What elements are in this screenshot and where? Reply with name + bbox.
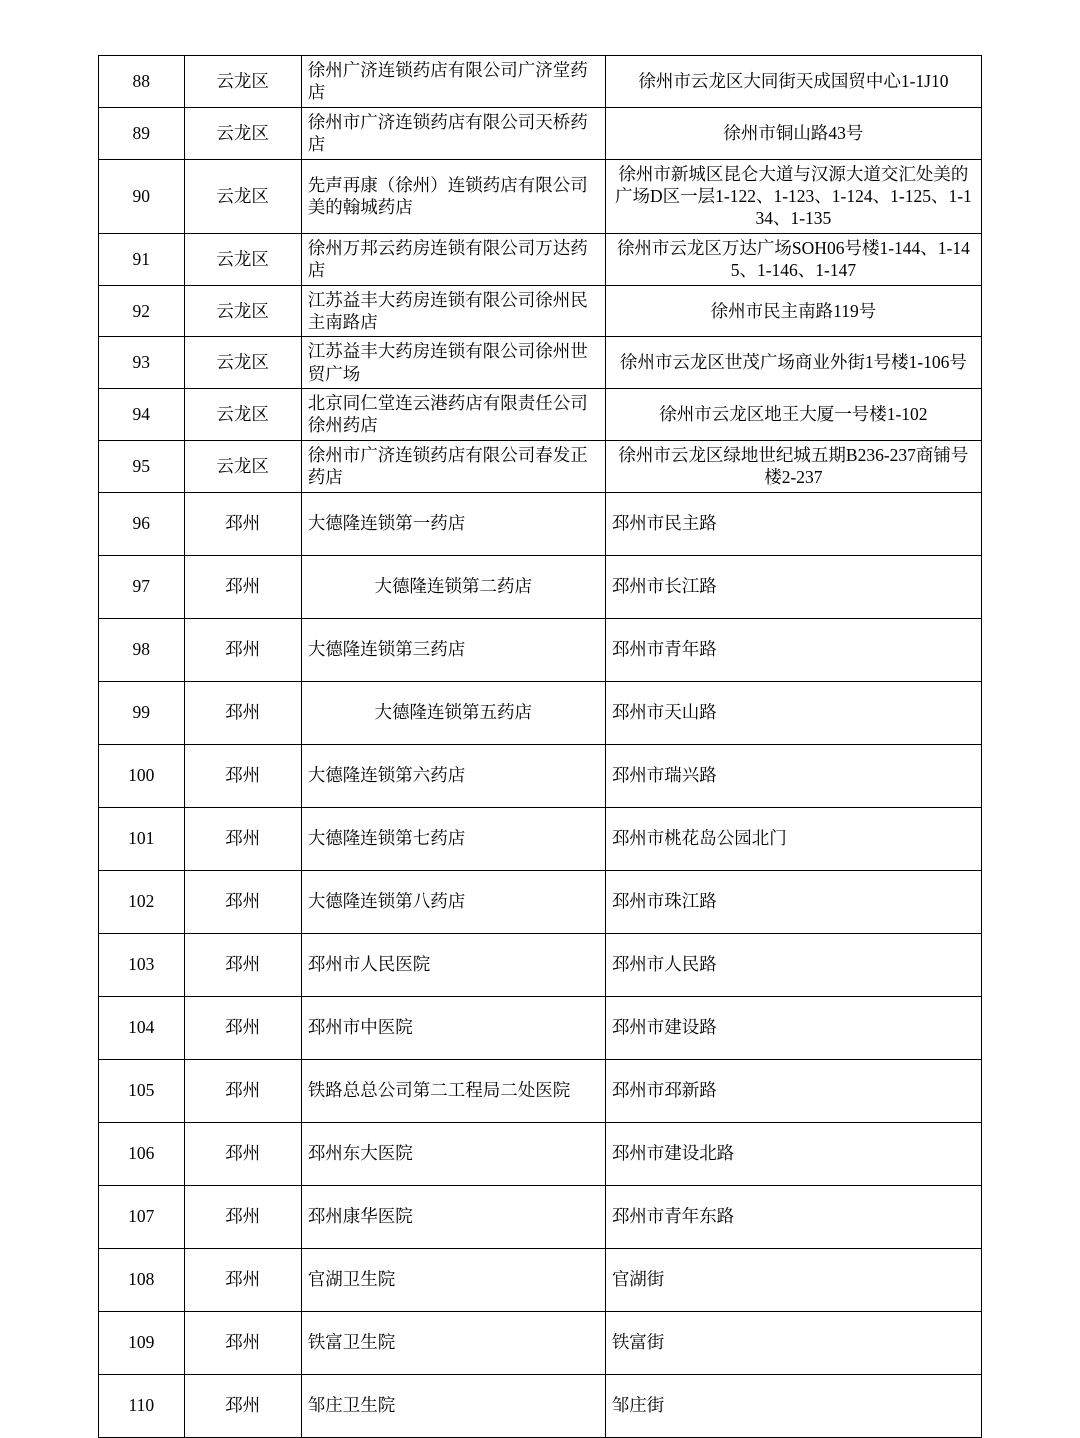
cell-address: 邳州市邳新路 [605, 1059, 981, 1122]
cell-institution-name: 大德隆连锁第八药店 [301, 870, 605, 933]
cell-index: 92 [99, 285, 185, 337]
cell-institution-name: 江苏益丰大药房连锁有限公司徐州世贸广场 [301, 337, 605, 389]
cell-district: 邳州 [184, 1185, 301, 1248]
cell-institution-name: 铁路总总公司第二工程局二处医院 [301, 1059, 605, 1122]
cell-district: 邳州 [184, 807, 301, 870]
table-row [99, 681, 982, 744]
cell-address: 邳州市长江路 [605, 555, 981, 618]
cell-address: 邳州市建设路 [605, 996, 981, 1059]
table-row [99, 1122, 982, 1185]
table-row [99, 107, 982, 159]
cell-address: 邳州市建设北路 [605, 1122, 981, 1185]
cell-district: 云龙区 [184, 389, 301, 441]
table-row [99, 56, 982, 108]
table-body [99, 56, 982, 1438]
cell-institution-name: 徐州市广济连锁药店有限公司天桥药店 [301, 107, 605, 159]
cell-index: 89 [99, 107, 185, 159]
table-row [99, 159, 982, 233]
cell-district: 邳州 [184, 996, 301, 1059]
cell-index: 105 [99, 1059, 185, 1122]
cell-index: 103 [99, 933, 185, 996]
cell-address: 邳州市天山路 [605, 681, 981, 744]
table-row [99, 618, 982, 681]
cell-district: 云龙区 [184, 440, 301, 492]
cell-address: 铁富街 [605, 1311, 981, 1374]
table-row [99, 1248, 982, 1311]
cell-address: 徐州市云龙区世茂广场商业外街1号楼1-106号 [605, 337, 981, 389]
cell-address: 邳州市桃花岛公园北门 [605, 807, 981, 870]
cell-index: 110 [99, 1374, 185, 1437]
table-row [99, 1059, 982, 1122]
table-row [99, 1374, 982, 1437]
table-row [99, 807, 982, 870]
cell-institution-name: 官湖卫生院 [301, 1248, 605, 1311]
cell-institution-name: 大德隆连锁第三药店 [301, 618, 605, 681]
cell-institution-name: 邳州东大医院 [301, 1122, 605, 1185]
cell-district: 邳州 [184, 1311, 301, 1374]
table-row [99, 555, 982, 618]
cell-district: 邳州 [184, 618, 301, 681]
cell-institution-name: 江苏益丰大药房连锁有限公司徐州民主南路店 [301, 285, 605, 337]
pharmacy-list-table [98, 55, 982, 1438]
table-row [99, 389, 982, 441]
table-row [99, 744, 982, 807]
cell-address: 徐州市云龙区万达广场SOH06号楼1-144、1-145、1-146、1-147 [605, 233, 981, 285]
cell-address: 徐州市铜山路43号 [605, 107, 981, 159]
cell-institution-name: 大德隆连锁第一药店 [301, 492, 605, 555]
cell-index: 102 [99, 870, 185, 933]
cell-institution-name: 大德隆连锁第五药店 [301, 681, 605, 744]
cell-district: 云龙区 [184, 337, 301, 389]
cell-index: 96 [99, 492, 185, 555]
cell-index: 99 [99, 681, 185, 744]
cell-district: 邳州 [184, 1374, 301, 1437]
cell-index: 108 [99, 1248, 185, 1311]
cell-address: 邳州市民主路 [605, 492, 981, 555]
cell-district: 邳州 [184, 555, 301, 618]
cell-institution-name: 徐州市广济连锁药店有限公司春发正药店 [301, 440, 605, 492]
cell-index: 97 [99, 555, 185, 618]
cell-district: 云龙区 [184, 107, 301, 159]
table-row [99, 285, 982, 337]
cell-district: 邳州 [184, 1122, 301, 1185]
cell-address: 邹庄街 [605, 1374, 981, 1437]
cell-institution-name: 邳州康华医院 [301, 1185, 605, 1248]
cell-address: 邳州市瑞兴路 [605, 744, 981, 807]
cell-address: 邳州市人民路 [605, 933, 981, 996]
cell-index: 107 [99, 1185, 185, 1248]
cell-district: 邳州 [184, 492, 301, 555]
cell-address: 徐州市云龙区地王大厦一号楼1-102 [605, 389, 981, 441]
cell-institution-name: 铁富卫生院 [301, 1311, 605, 1374]
cell-district: 云龙区 [184, 159, 301, 233]
cell-index: 100 [99, 744, 185, 807]
table-row [99, 870, 982, 933]
cell-index: 106 [99, 1122, 185, 1185]
cell-institution-name: 徐州广济连锁药店有限公司广济堂药店 [301, 56, 605, 108]
cell-district: 云龙区 [184, 233, 301, 285]
cell-district: 邳州 [184, 870, 301, 933]
cell-address: 邳州市珠江路 [605, 870, 981, 933]
cell-index: 98 [99, 618, 185, 681]
cell-institution-name: 北京同仁堂连云港药店有限责任公司徐州药店 [301, 389, 605, 441]
cell-institution-name: 邳州市人民医院 [301, 933, 605, 996]
cell-district: 邳州 [184, 1248, 301, 1311]
cell-institution-name: 邳州市中医院 [301, 996, 605, 1059]
cell-district: 邳州 [184, 681, 301, 744]
cell-index: 95 [99, 440, 185, 492]
cell-index: 94 [99, 389, 185, 441]
cell-institution-name: 大德隆连锁第七药店 [301, 807, 605, 870]
cell-district: 云龙区 [184, 285, 301, 337]
cell-index: 93 [99, 337, 185, 389]
cell-address: 徐州市云龙区大同街天成国贸中心1-1J10 [605, 56, 981, 108]
cell-address: 徐州市云龙区绿地世纪城五期B236-237商铺号楼2-237 [605, 440, 981, 492]
table-row [99, 492, 982, 555]
cell-address: 徐州市新城区昆仑大道与汉源大道交汇处美的广场D区一层1-122、1-123、1-124、1-125、1-134、1-135 [605, 159, 981, 233]
table-row [99, 933, 982, 996]
cell-institution-name: 大德隆连锁第二药店 [301, 555, 605, 618]
cell-index: 101 [99, 807, 185, 870]
cell-address: 官湖街 [605, 1248, 981, 1311]
cell-district: 邳州 [184, 744, 301, 807]
cell-address: 徐州市民主南路119号 [605, 285, 981, 337]
cell-district: 云龙区 [184, 56, 301, 108]
cell-index: 88 [99, 56, 185, 108]
cell-institution-name: 邹庄卫生院 [301, 1374, 605, 1437]
table-row [99, 1311, 982, 1374]
cell-district: 邳州 [184, 1059, 301, 1122]
cell-index: 104 [99, 996, 185, 1059]
cell-district: 邳州 [184, 933, 301, 996]
cell-institution-name: 先声再康（徐州）连锁药店有限公司美的翰城药店 [301, 159, 605, 233]
cell-address: 邳州市青年路 [605, 618, 981, 681]
cell-address: 邳州市青年东路 [605, 1185, 981, 1248]
table-row [99, 996, 982, 1059]
cell-index: 109 [99, 1311, 185, 1374]
cell-institution-name: 徐州万邦云药房连锁有限公司万达药店 [301, 233, 605, 285]
table-row [99, 337, 982, 389]
table-row [99, 440, 982, 492]
cell-index: 91 [99, 233, 185, 285]
table-row [99, 233, 982, 285]
cell-index: 90 [99, 159, 185, 233]
table-row [99, 1185, 982, 1248]
cell-institution-name: 大德隆连锁第六药店 [301, 744, 605, 807]
